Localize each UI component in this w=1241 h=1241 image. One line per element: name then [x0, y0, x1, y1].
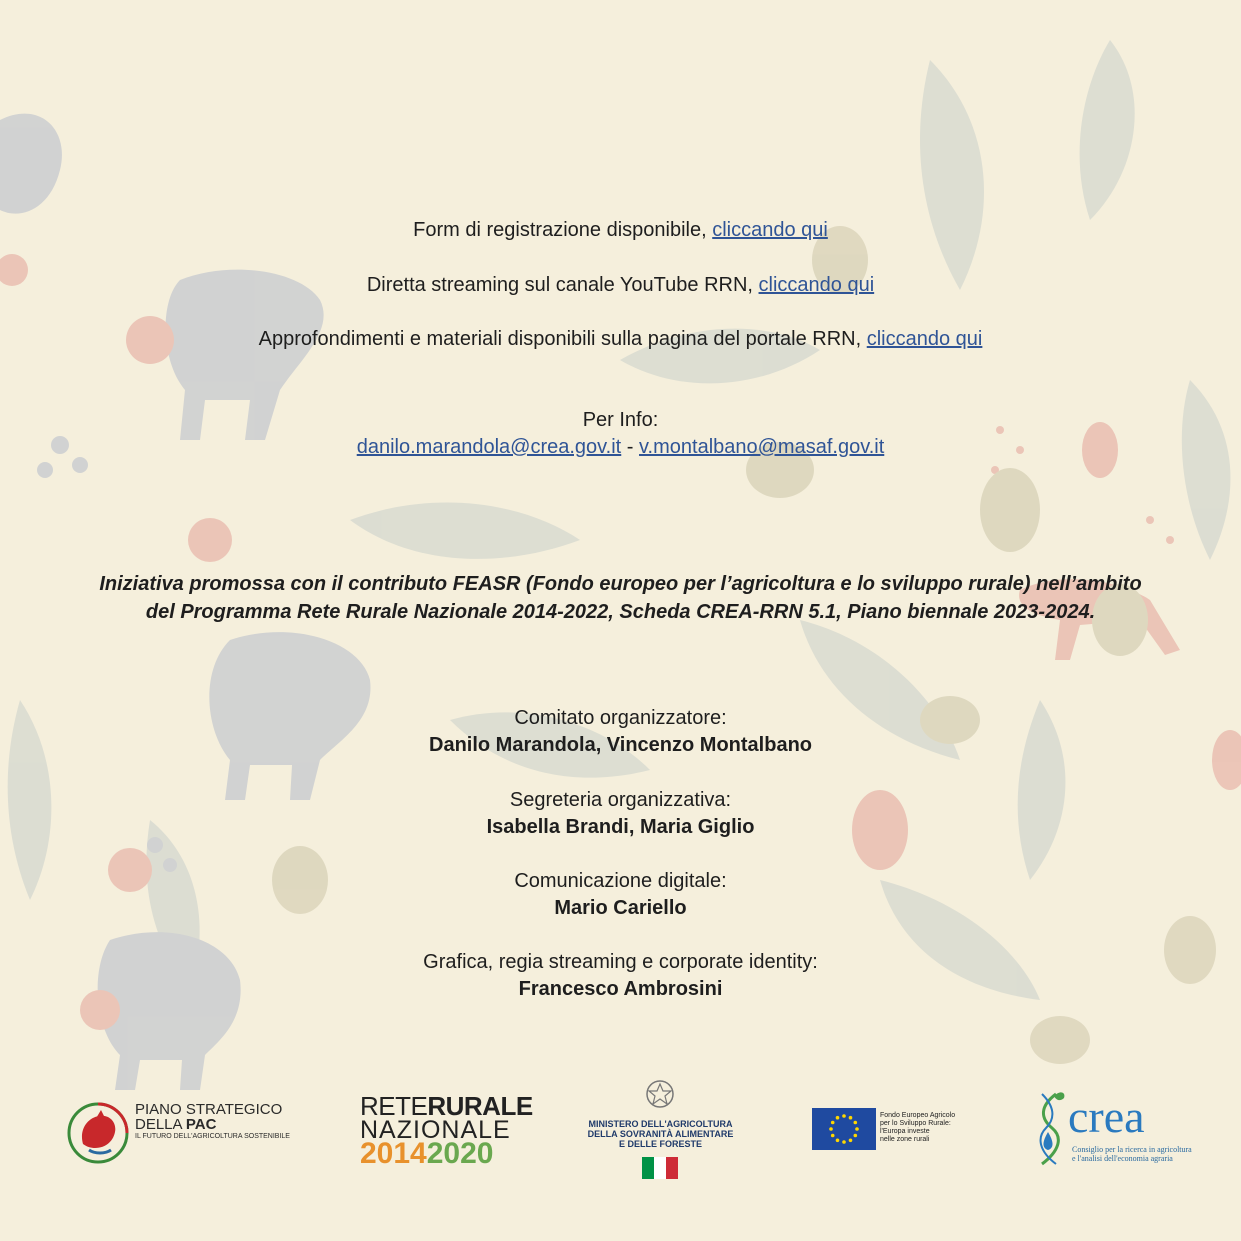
masaf-logo [578, 1078, 743, 1190]
psp-pac-logo [65, 1100, 295, 1170]
crea-helix-icon [1028, 1088, 1068, 1172]
feasr-line-2: per lo Sviluppo Rurale: [880, 1120, 951, 1127]
email-separator: - [621, 436, 640, 458]
streaming-link[interactable]: cliccando qui [758, 274, 875, 296]
credit-names-2: Isabella Brandi, Maria Giglio [486, 816, 755, 838]
info-emails [0, 434, 1241, 460]
initiative-line-2: del Programma Rete Rurale Nazionale 2014-2022, Scheda CREA-RRN 5.1, Piano biennale 2023-2024. [145, 601, 1096, 623]
credit-role-4: Grafica, regia streaming e corporate identity: [423, 951, 818, 973]
email-link-marandola[interactable]: danilo.marandola@crea.gov.it [356, 436, 622, 458]
materials-text: Approfondimenti e materiali disponibili sulla pagina del portale RRN, [258, 328, 867, 350]
eu-flag-icon [812, 1108, 876, 1150]
rrn-line-1b: RURALE [427, 1091, 533, 1121]
rrn-year-start: 2014 [360, 1137, 427, 1170]
credit-names-3: Mario Cariello [554, 897, 687, 919]
feasr-logo [812, 1108, 972, 1152]
registration-line [0, 217, 1241, 243]
psp-line-2a: DELLA [135, 1116, 186, 1133]
crea-sub-1: Consiglio per la ricerca in agricoltura [1072, 1145, 1192, 1154]
psp-line-1: PIANO STRATEGICO [135, 1101, 283, 1118]
crea-sub-2: e l'analisi dell'economia agraria [1072, 1154, 1173, 1163]
streaming-text: Diretta streaming sul canale YouTube RRN, [366, 274, 759, 296]
crea-wordmark: crea [1068, 1091, 1145, 1142]
psp-emblem-icon [65, 1100, 131, 1166]
materials-line [0, 326, 1241, 352]
credit-role-1: Comitato organizzatore: [514, 707, 727, 729]
credit-role-2: Segreteria organizzativa: [509, 789, 732, 811]
rrn-line-1a: RETE [360, 1091, 428, 1121]
feasr-line-1: Fondo Europeo Agricolo [880, 1112, 956, 1119]
rrn-year-end: 2020 [426, 1137, 494, 1170]
info-label: Per Info: [582, 409, 659, 431]
initiative-note [40, 570, 1201, 626]
rrn-line-2: NAZIONALE [360, 1116, 511, 1144]
feasr-line-4: nelle zone rurali [880, 1136, 930, 1143]
psp-line-2b: PAC [185, 1116, 217, 1133]
psp-line-3: IL FUTURO DELL'AGRICOLTURA SOSTENIBILE [135, 1133, 290, 1140]
masaf-line-2: DELLA SOVRANITÀ ALIMENTARE [587, 1129, 734, 1139]
streaming-line [0, 272, 1241, 298]
credit-names-4: Francesco Ambrosini [518, 978, 723, 1000]
feasr-line-3: l'Europa investe [880, 1128, 930, 1135]
rrn-logo [360, 1091, 533, 1174]
registration-link[interactable]: cliccando qui [712, 219, 828, 241]
initiative-line-1: Iniziativa promossa con il contributo FEASR (Fondo europeo per l’agricoltura e lo sviluppo rurale) nell’ambito [99, 573, 1142, 595]
email-link-montalbano[interactable]: v.montalbano@masaf.gov.it [639, 436, 885, 458]
credit-role-3: Comunicazione digitale: [514, 870, 727, 892]
partner-logos [0, 1070, 1241, 1190]
masaf-line-1: MINISTERO DELL'AGRICOLTURA [588, 1119, 733, 1129]
credit-names-1: Danilo Marandola, Vincenzo Montalbano [429, 734, 812, 756]
registration-text: Form di registrazione disponibile, [413, 219, 713, 241]
italian-emblem-icon [645, 1078, 675, 1110]
masaf-line-3: E DELLE FORESTE [618, 1139, 702, 1149]
italian-flag-icon [642, 1157, 678, 1179]
materials-link[interactable]: cliccando qui [866, 328, 983, 350]
crea-logo [1028, 1088, 1198, 1178]
